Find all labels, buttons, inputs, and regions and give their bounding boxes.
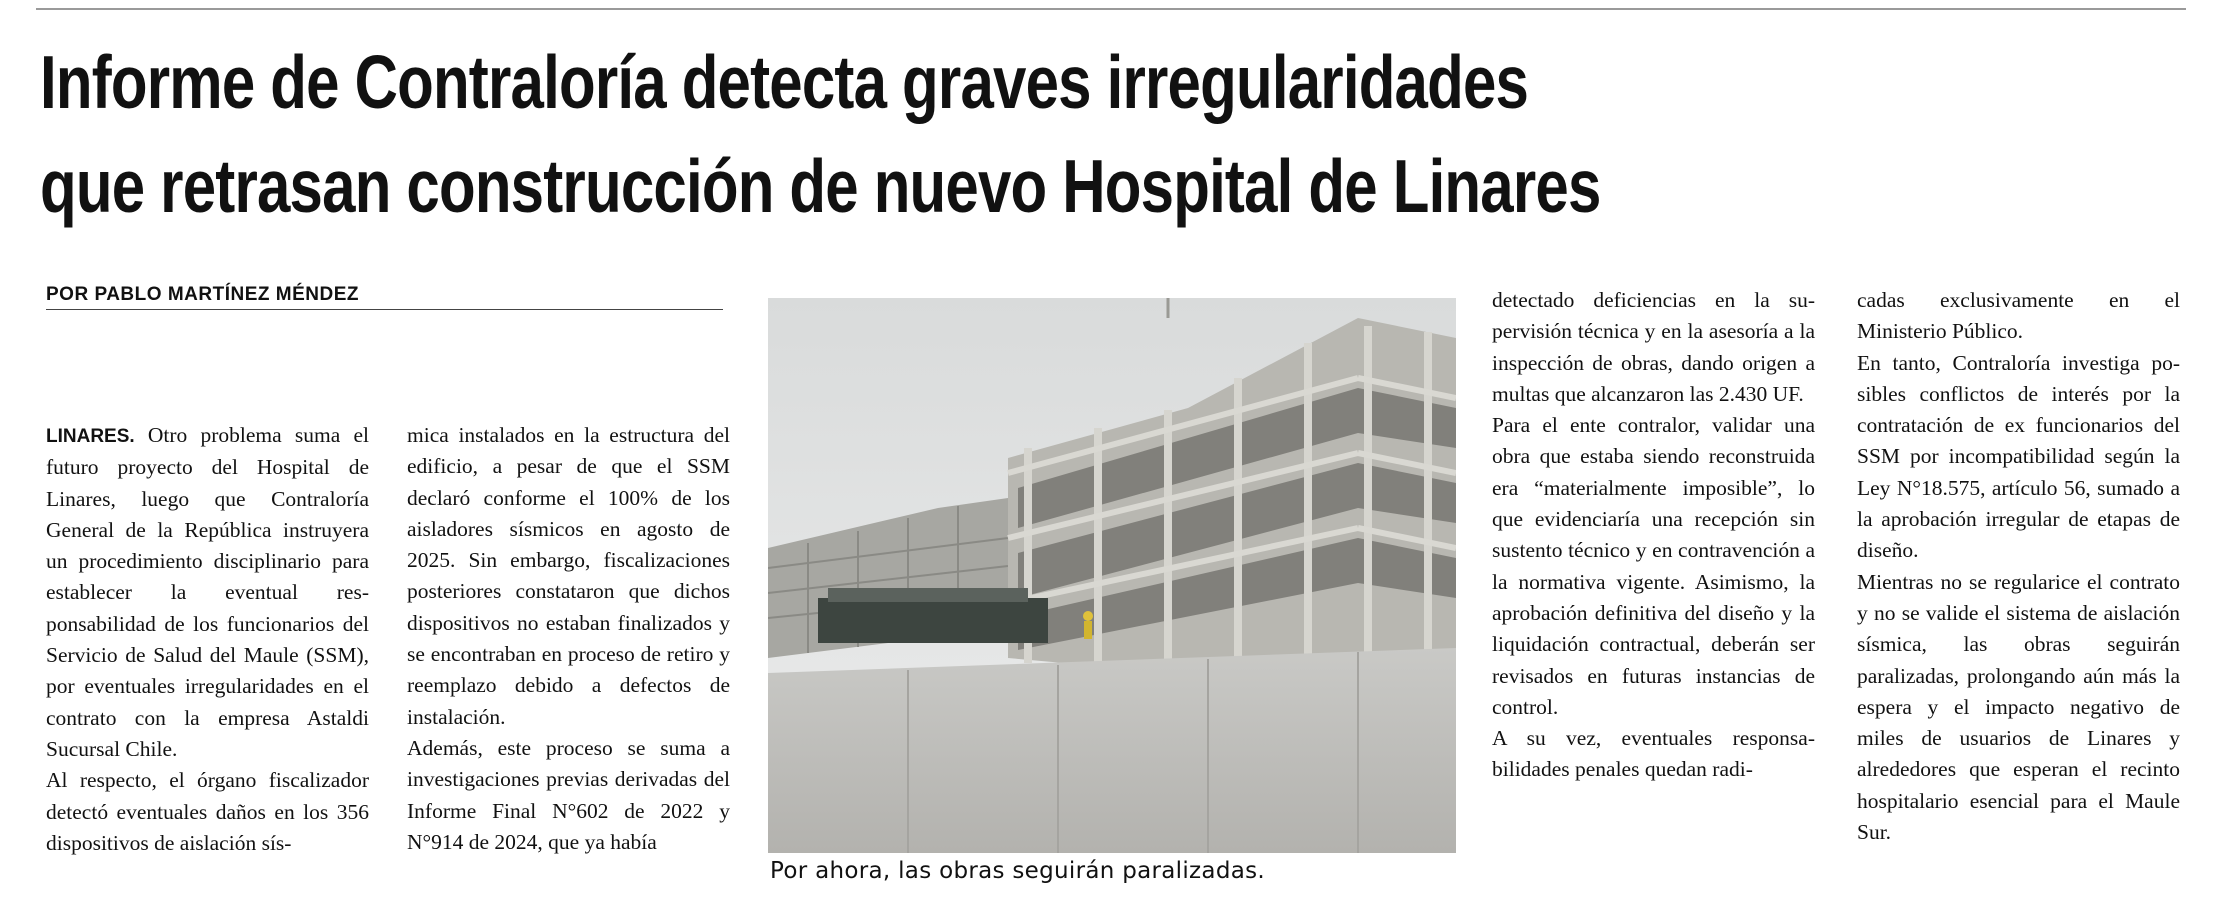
photo-caption: Por ahora, las obras seguirán paralizadas.	[770, 858, 1266, 884]
paragraph: En tanto, Contraloría investiga posibles conflictos de interés por la contratación de ex funcionarios del SSM por incompatibilidad según la Ley N°18.575, artículo 56, sumado a la aprobación irregular de etapas de diseño.	[1857, 350, 2180, 563]
article-column-4	[1857, 285, 2180, 848]
article-column-2	[407, 420, 730, 858]
paragraph: Al respecto, el órgano fiscalizador detectó eventuales daños en los 356 dispositivos de aislación sís-	[46, 768, 369, 855]
article-column-3	[1492, 285, 1815, 786]
headline-line-1: Informe de Contraloría detecta graves irregularidades	[40, 40, 1529, 124]
paragraph-text: Otro problema suma el futuro proyecto del Hospital de Linares, luego que Contraloría General de la República instruyera un procedimiento disciplinario para establecer la eventual responsabilidad de los funcionarios del Servicio de Salud del Maule (SSM), por eventuales irregularidades en el contrato con la empresa Astaldi Sucursal Chile.	[46, 423, 369, 761]
byline: POR PABLO MARTÍNEZ MÉNDEZ	[46, 284, 359, 305]
paragraph: Mientras no se regularice el contrato y no se valide el sistema de aislación sísmica, las obras seguirán paralizadas, prolongando aún más la espera y el impacto negativo de miles de usuarios de Linares y alrededores que esperan el recinto hospitalario esencial para el Maule Sur.	[1857, 569, 2180, 845]
paragraph: Además, este proceso se suma a investigaciones previas derivadas del Informe Final N°602 de 2022 y N°914 de 2024, que ya había	[407, 735, 730, 854]
article-column-1	[46, 420, 369, 859]
construction-site-photo	[768, 298, 1456, 853]
dateline: LINARES.	[46, 426, 135, 447]
paragraph	[46, 420, 369, 765]
headline	[40, 30, 1768, 238]
top-rule	[36, 8, 2186, 10]
paragraph: A su vez, eventuales responsabilidades penales quedan radi-	[1492, 726, 1815, 782]
headline-line-2: que retrasan construcción de nuevo Hospital de Linares	[40, 144, 1601, 228]
paragraph: mica instalados en la estructura del edificio, a pesar de que el SSM declaró conforme el 100% de los aisladores sísmicos en agosto de 2025. Sin embargo, fiscalizaciones posteriores constataron que dichos dispositivos no estaban finalizados y se encontraban en proceso de retiro y reemplazo debido a defectos de instalación.	[407, 423, 730, 729]
paragraph: cadas exclusivamente en el Ministerio Público.	[1857, 288, 2180, 344]
paragraph: detectado deficiencias en la supervisión técnica y en la asesoría a la inspección de obras, dando origen a multas que alcanzaron las 2.430 UF.	[1492, 288, 1815, 406]
byline-rule	[46, 309, 723, 310]
paragraph: Para el ente contralor, validar una obra que estaba siendo reconstruida era “materialmente imposible”, lo que evidenciaría una recepción sin sustento técnico y en contravención a la normativa vigente. Asimismo, la aprobación definitiva del diseño y la liquidación contractual, deberán ser revisados en futuras instancias de control.	[1492, 413, 1815, 719]
